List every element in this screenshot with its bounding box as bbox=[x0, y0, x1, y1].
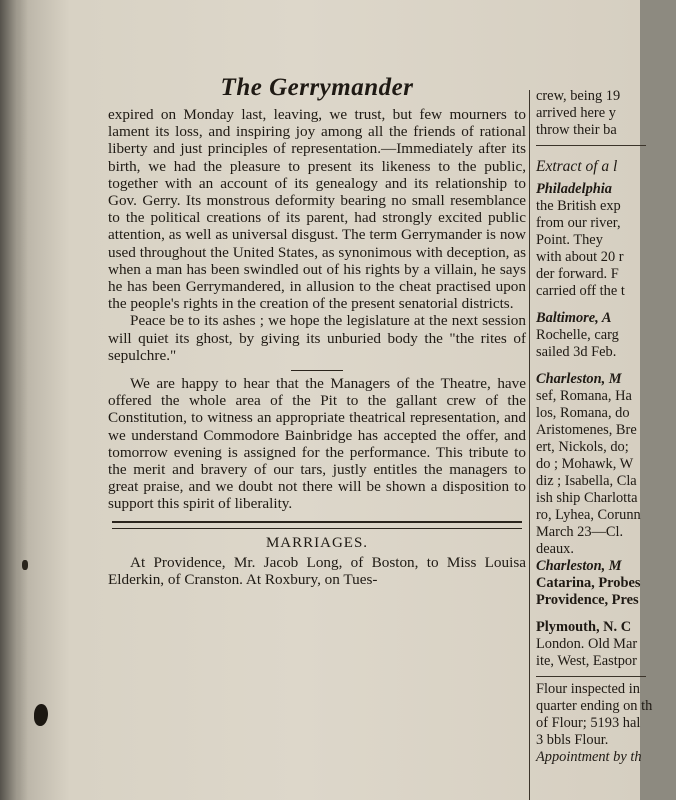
right-line: ert, Nickols, do; bbox=[536, 439, 629, 455]
right-line: crew, being 19 bbox=[536, 88, 621, 104]
right-line: London. Old Mar bbox=[536, 636, 638, 652]
right-line: do ; Mohawk, W bbox=[536, 456, 634, 472]
right-line: Plymouth, N. C bbox=[536, 619, 632, 635]
right-line: Philadelphia bbox=[536, 181, 612, 197]
article-paragraph-1: expired on Monday last, leaving, we trust, but few mourners to lament its loss, and inspiring joy among all the friends of rational liberty and just principles of representation.—Immediately after its birth, we had the pleasure to present its likeness to the public, together with an account of its genealogy and its relationship to Gov. Gerry. Its monstrous deformity bearing no small resemblance to the political creations of its parent, had strongly excited public attention, as well as universal disgust. The term Gerrymander is now used throughout the United States, as synonimous with deception, as when a man has been swindled out of his rights by a villain, he says he has been Gerrymandered, in allusion to the cheat practised upon the people's rights in the creation of the present senatorial districts. bbox=[108, 106, 526, 313]
right-line: quarter ending on th bbox=[536, 698, 653, 714]
short-divider bbox=[291, 370, 343, 371]
right-line: Catarina, Probes bbox=[536, 575, 641, 591]
right-line: the British exp bbox=[536, 198, 621, 214]
extract-heading: Extract of a l bbox=[536, 158, 618, 175]
right-line: from our river, bbox=[536, 215, 621, 231]
right-line: sailed 3d Feb. bbox=[536, 344, 617, 360]
right-line: der forward. F bbox=[536, 266, 619, 282]
right-line: ite, West, Eastpor bbox=[536, 653, 637, 669]
right-line: Appointment by th bbox=[536, 749, 642, 765]
ink-spot bbox=[22, 560, 28, 570]
article-paragraph-2: Peace be to its ashes ; we hope the legislature at the next session will quiet its ghost, by giving its unburied body the "the rites of sepulchre." bbox=[108, 312, 526, 364]
theatre-paragraph: We are happy to hear that the Managers of the Theatre, have offered the whole area of the Pit to the gallant crew of the Constitution, to witness an appropriate theatrical representation, and we understand Commodore Bainbridge has accepted the offer, and tomorrow evening is assigned for the performance. This tribute to the merit and bravery of our tars, justly entitles the managers to great praise, and we doubt not there will be shown a disposition to support this spirit of liberality. bbox=[108, 375, 526, 513]
right-line: Flour inspected in bbox=[536, 681, 640, 697]
right-line: deaux. bbox=[536, 541, 574, 557]
marriages-text: At Providence, Mr. Jacob Long, of Boston, to Miss Louisa Elderkin, of Cranston. At Roxbury, on Tues- bbox=[108, 553, 526, 588]
right-line: sef, Romana, Ha bbox=[536, 388, 632, 404]
page-fold-shadow bbox=[0, 0, 28, 800]
left-column bbox=[108, 74, 526, 588]
right-line: ro, Lyhea, Corunn bbox=[536, 507, 641, 523]
right-line: with about 20 r bbox=[536, 249, 624, 265]
right-column bbox=[536, 88, 676, 766]
right-line: March 23—Cl. bbox=[536, 524, 624, 540]
right-line: arrived here y bbox=[536, 105, 616, 121]
right-line: Point. They bbox=[536, 232, 603, 248]
right-line: diz ; Isabella, Cla bbox=[536, 473, 637, 489]
column-rule bbox=[529, 90, 530, 800]
right-divider bbox=[536, 145, 646, 146]
headline: The Gerrymander bbox=[220, 74, 414, 101]
right-line: Rochelle, carg bbox=[536, 327, 619, 343]
right-line: throw their ba bbox=[536, 122, 617, 138]
right-line: carried off the t bbox=[536, 283, 625, 299]
marriages-heading: MARRIAGES. bbox=[265, 534, 369, 551]
right-line: Charleston, M bbox=[536, 558, 622, 574]
right-line: of Flour; 5193 hal bbox=[536, 715, 641, 731]
right-line: los, Romana, do bbox=[536, 405, 630, 421]
section-divider bbox=[112, 521, 522, 529]
right-line: Aristomenes, Bre bbox=[536, 422, 637, 438]
right-line: 3 bbls Flour. bbox=[536, 732, 609, 748]
right-line: Providence, Pres bbox=[536, 592, 639, 608]
right-line: ish ship Charlotta bbox=[536, 490, 638, 506]
right-divider bbox=[536, 676, 646, 677]
ink-blot bbox=[34, 704, 48, 726]
right-line: Baltimore, A bbox=[536, 310, 612, 326]
right-line: Charleston, M bbox=[536, 371, 622, 387]
